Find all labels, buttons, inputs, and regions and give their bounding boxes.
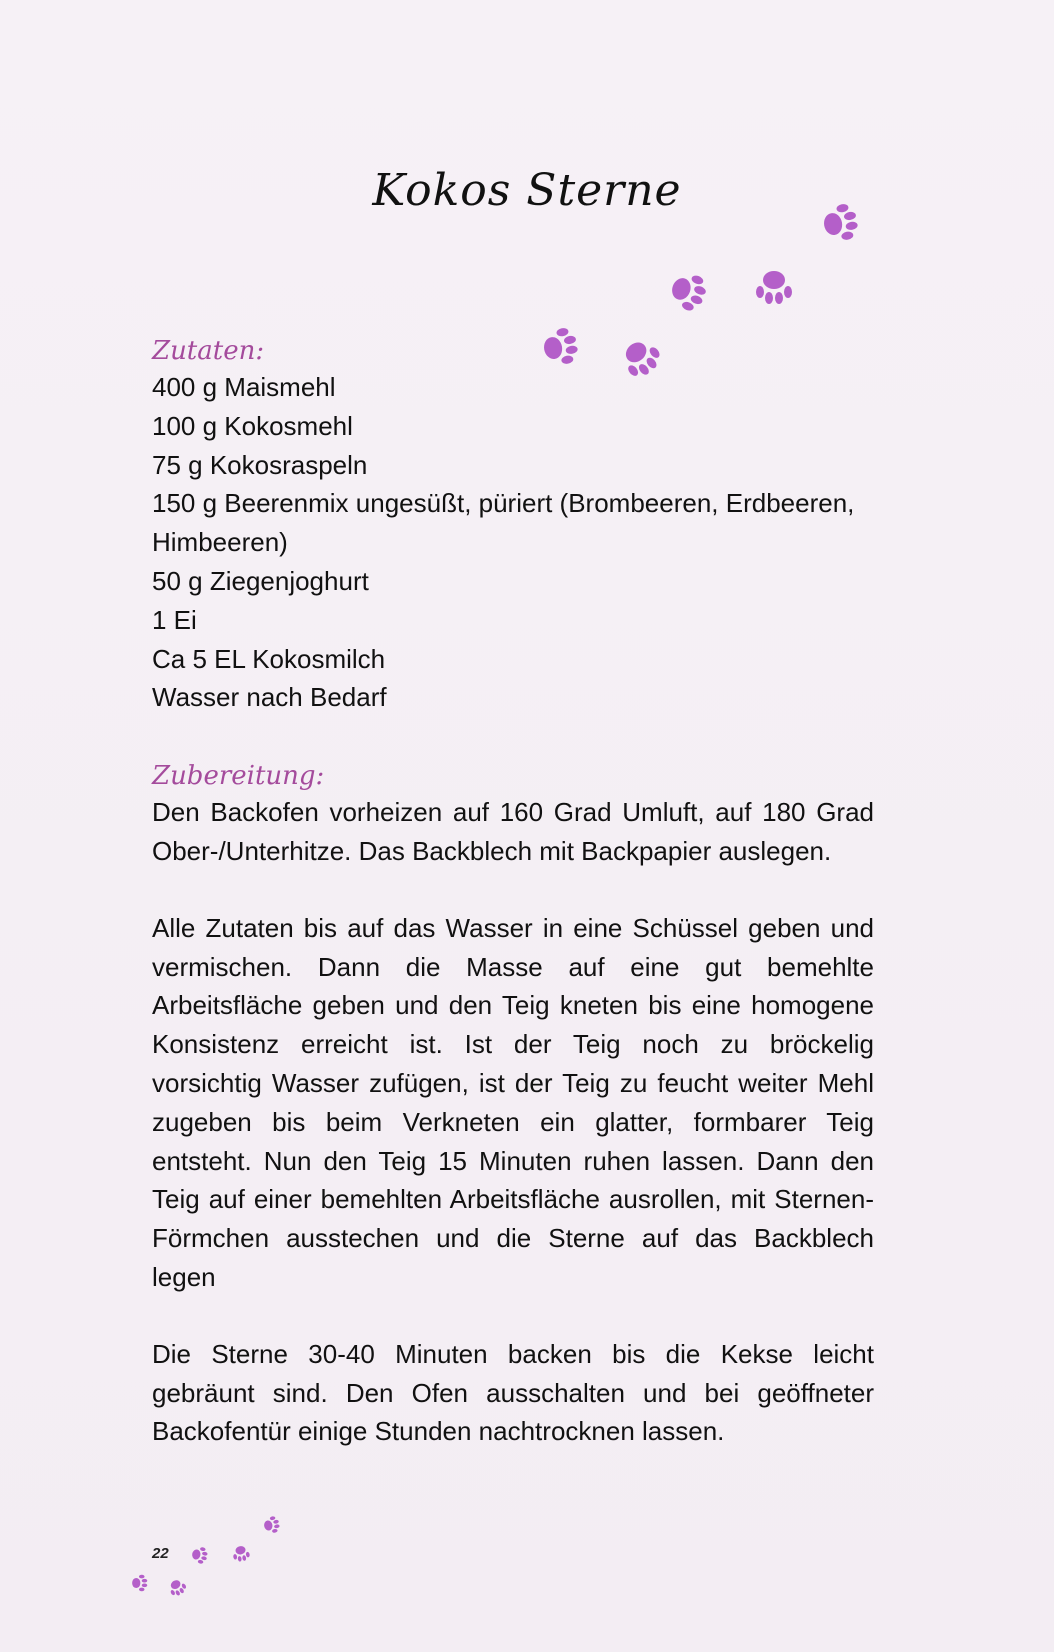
paw-print-icon	[259, 1512, 283, 1537]
spacer	[152, 871, 874, 909]
paw-print-icon	[228, 1541, 253, 1565]
ingredient-item: 50 g Ziegenjoghurt	[152, 565, 369, 596]
page-number: 22	[152, 1545, 169, 1562]
paw-print-icon	[162, 1573, 191, 1601]
preparation-heading: Zubereitung:	[152, 761, 325, 792]
paw-print-icon	[187, 1542, 211, 1567]
recipe-title: Kokos Sterne	[372, 165, 682, 216]
ingredients-list	[152, 368, 874, 717]
preparation-step: Die Sterne 30-40 Minuten backen bis die Kekse leicht gebräunt sind. Den Ofen ausschalten und bei geöffneter Backofentür einige Stunden nachtrocknen lassen.	[152, 1338, 874, 1447]
paw-print-icon	[129, 1572, 149, 1594]
paw-print-icon	[750, 265, 798, 307]
paw-print-icon	[534, 320, 584, 375]
paw-print-icon	[814, 196, 864, 251]
ingredient-item: 100 g Kokosmehl	[152, 410, 353, 441]
ingredient-item: Ca 5 EL Kokosmilch	[152, 643, 386, 674]
ingredient-item: Wasser nach Bedarf	[152, 682, 387, 713]
preparation-step: Den Backofen vorheizen auf 160 Grad Umluft, auf 180 Grad Ober-/Unterhitze. Das Backblech mit Backpapier auslegen.	[152, 797, 874, 866]
recipe-body	[152, 330, 874, 1451]
ingredients-heading: Zutaten:	[152, 336, 265, 366]
spacer	[152, 717, 874, 755]
spacer	[152, 1297, 874, 1335]
ingredient-item: 75 g Kokosraspeln	[152, 449, 368, 480]
preparation-step: Alle Zutaten bis auf das Wasser in eine Schüssel geben und vermischen. Dann die Masse auf eine gut bemehlte Arbeitsfläche geben und den Teig kneten bis eine homogene Konsistenz erreicht ist. Ist der Teig noch zu bröckelig vorsichtig Wasser zufügen, ist der Teig zu feucht weiter Mehl zugeben bis beim Verkneten ein glatter, formbarer Teig entsteht. Nun den Teig 15 Minuten ruhen lassen. Dann den Teig auf einer bemehlten Arbeitsfläche ausrollen, mit Sternen-Förmchen ausstechen und die Sterne auf das Backblech legen	[152, 912, 874, 1292]
ingredient-item: 1 Ei	[152, 604, 197, 635]
ingredient-item: 150 g Beerenmix ungesüßt, püriert (Brombeeren, Erdbeeren, Himbeeren)	[152, 488, 855, 558]
ingredient-item: 400 g Maismehl	[152, 372, 336, 402]
paw-print-icon	[659, 261, 715, 320]
